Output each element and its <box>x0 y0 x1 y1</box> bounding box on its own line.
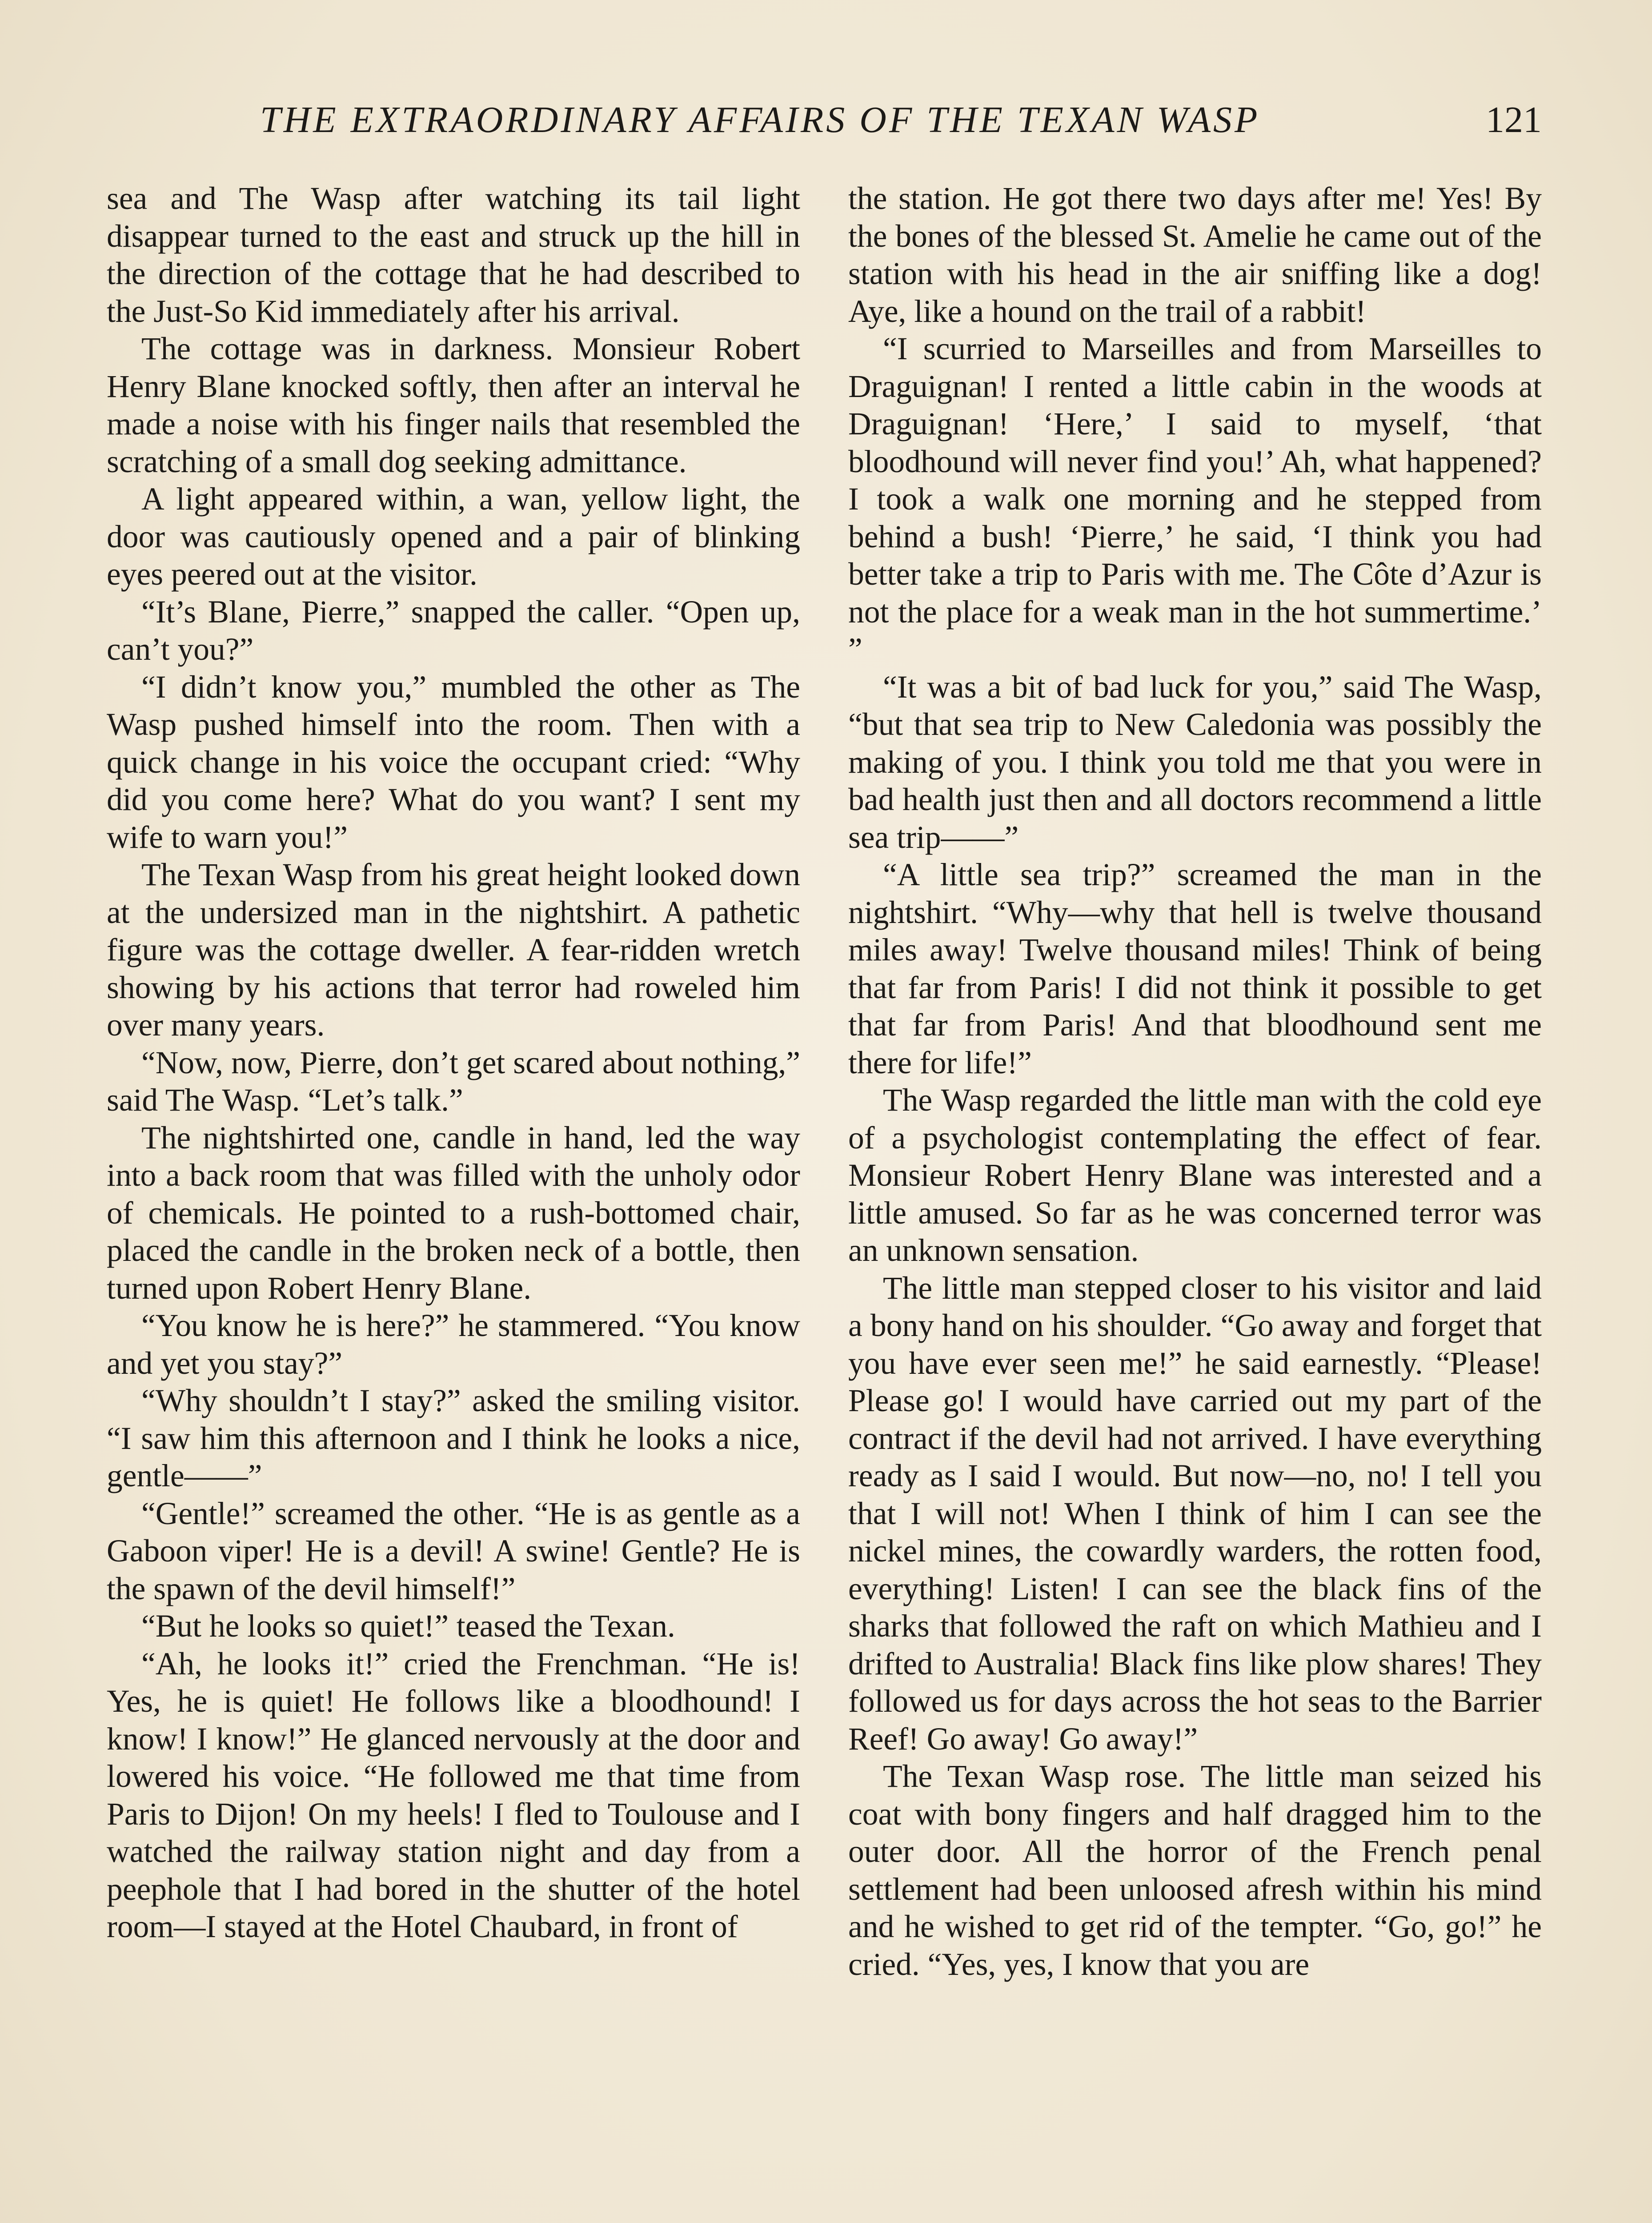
paragraph: The Wasp regarded the little man with the cold eye of a psychologist contemplating the effect of fear. Monsieur Robert Henry Blane was interested and a little amused. So far as he was concerned terror was an unknown sensation. <box>848 1083 1542 1268</box>
paragraph: The little man stepped closer to his visitor and laid a bony hand on his shoulder. “Go away and forget that you have ever seen me!” he said earnestly. “Please! Please go! I would have carried out my part of the contract if the devil had not arrived. I have everything ready as I said I would. But now—no, no! I tell you that I will not! When I think of him I can see the nickel mines, the cowardly warders, the rotten food, everything! Listen! I can see the black fins of the sharks that followed the raft on which Mathieu and I drifted to Australia! Black fins like plow shares! They followed us for days across the hot seas to the Barrier Reef! Go away! Go away!” <box>848 1270 1542 1757</box>
paragraph: The Texan Wasp rose. The little man seized his coat with bony fingers and half dragged him to the outer door. All the horror of the French penal settlement had been unloosed afresh within his mind and he wished to get rid of the tempter. “Go, go!” he cried. “Yes, yes, I know that you are <box>848 1759 1542 1982</box>
paragraph: A light appeared within, a wan, yellow light, the door was cautiously opened and a pair of blinking eyes peered out at the visitor. <box>107 482 800 592</box>
running-title: THE EXTRAORDINARY AFFAIRS OF THE TEXAN WASP <box>260 99 1260 140</box>
paragraph: “Gentle!” screamed the other. “He is as gentle as a Gaboon viper! He is a devil! A swine! Gentle? He is the spawn of the devil himself!” <box>107 1496 800 1606</box>
paragraph: “It was a bit of bad luck for you,” said The Wasp, “but that sea trip to New Caledonia was possibly the making of you. I think you told me that you were in bad health just then and all doctors recommend a little sea trip——” <box>848 669 1542 855</box>
paragraph: “Now, now, Pierre, don’t get scared about nothing,” said The Wasp. “Let’s talk.” <box>107 1045 800 1118</box>
paragraph: the station. He got there two days after me! Yes! By the bones of the blessed St. Amelie he came out of the station with his head in the air sniffing like a dog! Aye, like a hound on the trail of a rabbit! <box>848 181 1542 329</box>
paragraph: “You know he is here?” he stammered. “You know and yet you stay?” <box>107 1308 800 1381</box>
paragraph: sea and The Wasp after watching its tail light disappear turned to the east and struck up the hill in the direction of the cottage that he had described to the Just-So Kid immediately after his arrival. <box>107 181 800 329</box>
paragraph: “I scurried to Marseilles and from Marseilles to Draguignan! I rented a little cabin in the woods at Draguignan! ‘Here,’ I said to myself, ‘that bloodhound will never find you!’ Ah, what happened? I took a walk one morning and he stepped from behind a bush! ‘Pierre,’ he said, ‘I think you had better take a trip to Paris with me. The Côte d’Azur is not the place for a weak man in the hot summertime.’ ” <box>848 331 1542 667</box>
paragraph: “Ah, he looks it!” cried the Frenchman. “He is! Yes, he is quiet! He follows like a bloodhound! I know! I know!” He glanced nervously at the door and lowered his voice. “He followed me that time from Paris to Dijon! On my heels! I fled to Toulouse and I watched the railway station night and day from a peephole that I had bored in the shutter of the hotel room—I stayed at the Hotel Chaubard, in front of <box>107 1646 800 1944</box>
paragraph: The nightshirted one, candle in hand, led the way into a back room that was filled with the unholy odor of chemicals. He pointed to a rush-bottomed chair, placed the candle in the broken neck of a bottle, then turned upon Robert Henry Blane. <box>107 1120 800 1306</box>
page-number: 121 <box>1486 99 1542 140</box>
paragraph: “Why shouldn’t I stay?” asked the smiling visitor. “I saw him this afternoon and I think he looks a nice, gentle——” <box>107 1383 800 1493</box>
paragraph: “But he looks so quiet!” teased the Texan. <box>141 1609 675 1644</box>
left-column <box>107 180 800 1946</box>
paragraph: “It’s Blane, Pierre,” snapped the caller. “Open up, can’t you?” <box>107 594 800 667</box>
right-column <box>848 180 1542 1983</box>
paragraph: The cottage was in darkness. Monsieur Robert Henry Blane knocked softly, then after an interval he made a noise with his finger nails that resembled the scratching of a small dog seeking admittance. <box>107 331 800 479</box>
paragraph: The Texan Wasp from his great height looked down at the undersized man in the nightshirt. A pathetic figure was the cottage dweller. A fear-ridden wretch showing by his actions that terror had roweled him over many years. <box>107 857 800 1043</box>
running-head <box>107 96 1542 144</box>
paragraph: “I didn’t know you,” mumbled the other as The Wasp pushed himself into the room. Then with a quick change in his voice the occupant cried: “Why did you come here? What do you want? I sent my wife to warn you!” <box>107 669 800 855</box>
paragraph: “A little sea trip?” screamed the man in the nightshirt. “Why—why that hell is twelve thousand miles away! Twelve thousand miles! Think of being that far from Paris! I did not think it possible to get that far from Paris! And that bloodhound sent me there for life!” <box>848 857 1542 1080</box>
